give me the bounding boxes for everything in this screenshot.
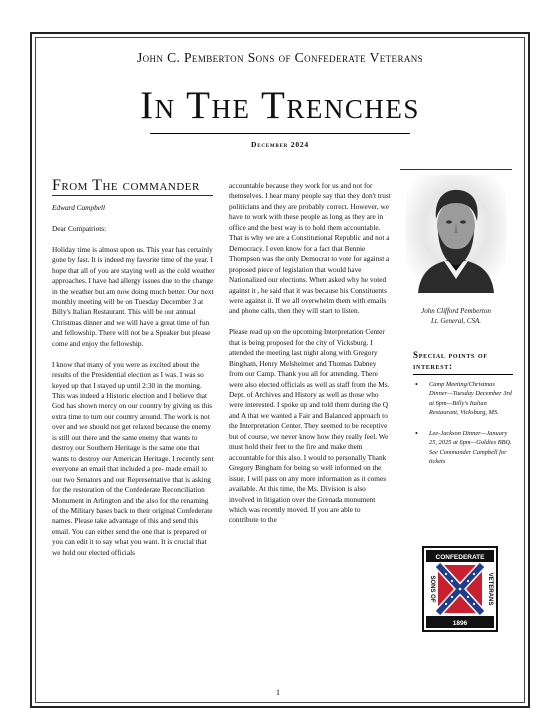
article-column-2 — [229, 181, 391, 536]
bullet-icon: • — [415, 380, 418, 389]
article-paragraph: accountable because they work for us and not for themselves. I hear many people say that they don't trust politicians and they are probably correct. However, we have to work with these people as long as they are in office and the best way is to hold them accountable. That is why we are a Constitutional Republic and not a Democracy. I even know for a fact that Bennie Thompson was the only Democrat to vote for against a proposed piece of legislation that would have Nationalized our elections. When asked why he voted against it , he said that it was because his Constituents were against it. If we all overwhelm them with emails and phone calls, then they will start to listen. — [229, 181, 391, 316]
page-number: 1 — [276, 688, 280, 697]
article-author: Edward Campbell — [52, 203, 106, 212]
emblem-top-text: CONFEDERATE — [435, 554, 485, 561]
special-points-rule — [413, 374, 513, 375]
article-paragraph: Dear Compatriots: — [52, 223, 107, 233]
article-paragraph: Holiday time is almost upon us. This year has certainly gone by fast. It is indeed my favorite time of the year. I hope that all of you are staying well as the cold weather approaches. I have had allergy issues due to the change in the weather but am now doing much better. Our next monthly meeting will be on Tuesday December 3 at Billy's Italian Restaurant. This will be our annual Christmas dinner and we will have a great time of fun and fellowship. There will not be a Speaker but please come and enjoy the fellowship. — [52, 244, 215, 348]
article-paragraph: I know that many of you were as excited about the results of the Presidential election as I was. I was so keyed up that I stayed up until 2:30 in the morning. This was indeed a Historic election and I believe that God has shown mercy on our country by giving us this extra time to turn our country around. The work is not over and we should not get relaxed because the enemy is still out there and the same enemy that wants to destroy our Southern Heritage is the same one that wants to destroy our American Heritage. I recently sent everyone an email that included a pre- made email to our two Senators and our Representative that is asking for the restoration of the Confederate Reconciliation Monument in Arlington and the also for the renaming of the Military bases back to their original Confederate names. Please take advantage of this and send this email. You can either send the one that is prepared or you can edit it to say what you want. It is crucial that we hold our elected officials — [52, 359, 214, 557]
article-column-1 — [52, 203, 215, 569]
organization-name: John C. Pemberton Sons of Confederate Veterans — [136, 50, 424, 65]
title-underline — [150, 133, 410, 134]
emblem-left-text: SONS OF — [429, 575, 435, 603]
special-point-text: Camp Meeting/Christmas Dinner—Tuesday December 3rd at 6pm—Billy's Italian Restaurant, Vicksburg, MS. — [429, 381, 512, 416]
pemberton-portrait — [406, 175, 506, 293]
emblem-right-text: VETERANS — [487, 572, 493, 606]
article-paragraph: Please read up on the upcoming Interpretation Center that is being proposed for the city of Vicksburg. I attended the meeting last night along with Gregory Bingham, Henry Melsheimer and Thomas Dabney from our Camp. Thank you all for attending. There were also elected officials as well as staff from the Ms. Dept. of Archives and History as well as those who were interested. I spoke up and told them during the Q and A that we wanted a Fair and Balanced approach to the Interpretation Center. They seemed to be receptive but of course, we never know how they really feel. We must hold their feet to the fire and make them accountable for this also. I would to personally Thank Gregory Bingham for being so well informed on the issue. I will pass on any more information as it comes available. At this time, the Ms. Division is also involved in litigation over the Grenada monument which was recently moved. If you are able to contribute to the — [229, 327, 390, 525]
special-points-title: Special points of interest: — [413, 350, 488, 371]
emblem-year-text: 1896 — [452, 620, 468, 627]
scv-emblem — [422, 546, 498, 632]
portrait-caption-name: John Clifford Pemberton — [421, 307, 491, 315]
article-heading: From The commander — [52, 177, 200, 194]
newsletter-title: In The Trenches — [140, 84, 420, 127]
list-item — [413, 429, 513, 466]
special-point-text: Lee-Jackson Dinner—January 25, 2025 at 6pm—Goldies BBQ. See Commander Campbell for tickets — [429, 430, 512, 466]
list-item — [413, 380, 513, 417]
sidebar-top-rule — [400, 169, 512, 170]
issue-date: December 2024 — [251, 140, 309, 149]
portrait-caption-rank: Lt. General, CSA. — [431, 317, 481, 325]
special-points-list — [413, 380, 513, 478]
portrait-caption — [400, 306, 512, 326]
article-heading-rule — [52, 195, 213, 196]
bullet-icon: • — [415, 429, 418, 439]
